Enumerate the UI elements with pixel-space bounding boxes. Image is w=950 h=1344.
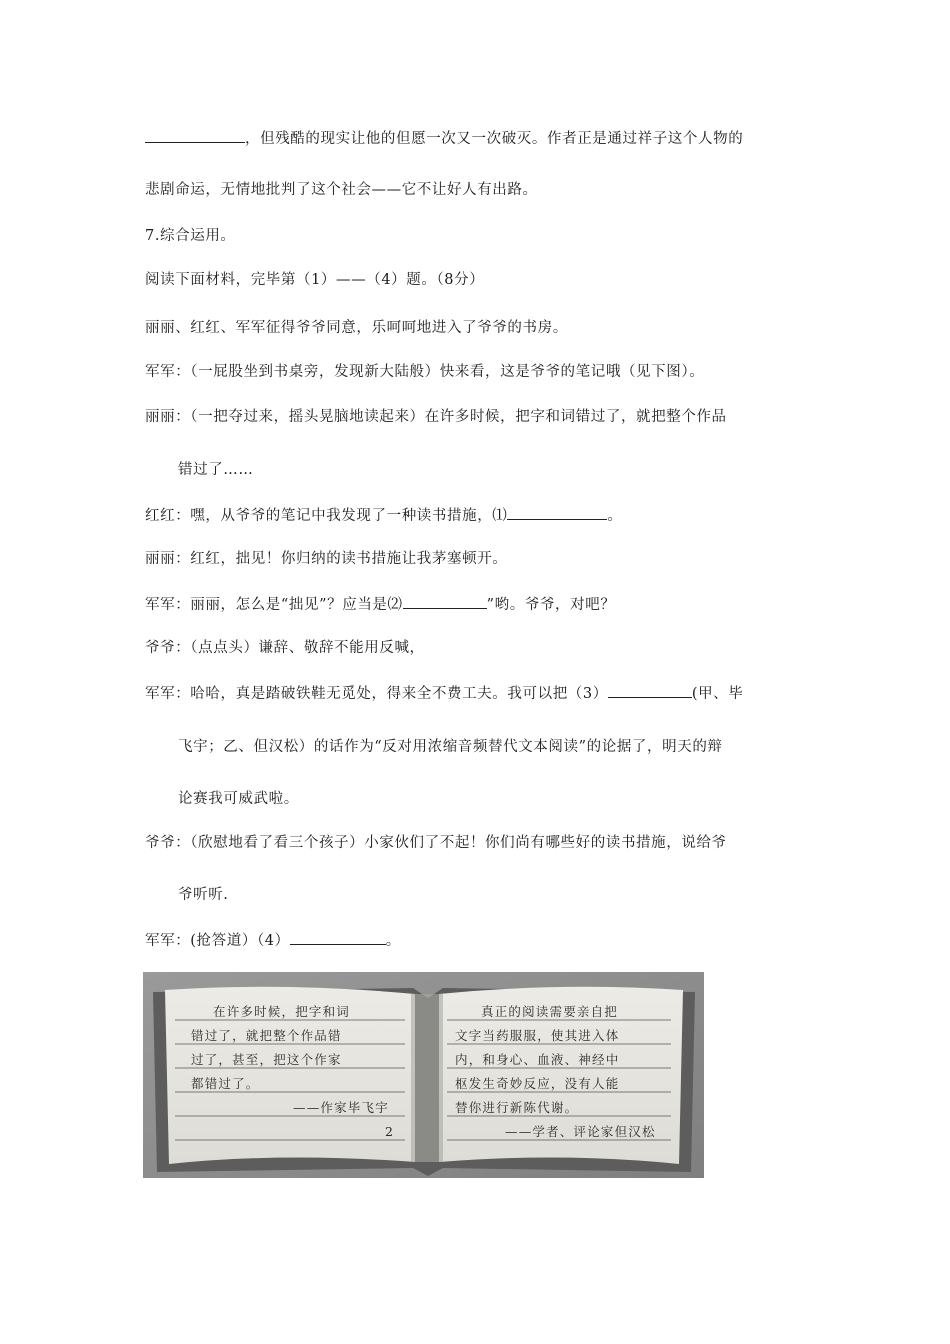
dialogue-grandpa-2-cont: 爷听听. (178, 887, 229, 903)
right-page-attribution: ——学者、评论家但汉松 (505, 1124, 656, 1139)
dialogue-grandpa-1: 爷爷：（点点头）谦辞、敬辞不能用反喊， (145, 640, 425, 656)
answer-blank-4[interactable] (290, 930, 386, 945)
left-page-attribution: ——作家毕飞宇 (293, 1100, 389, 1115)
left-page-number: 2 (385, 1124, 395, 1139)
text-span: ”哟。爷爷，对吧？ (486, 597, 616, 613)
left-page-line-4: 都错过了。 (191, 1076, 260, 1091)
right-page-line-5: 替你进行新陈代谢。 (455, 1100, 579, 1115)
dialogue-junjun-4 (145, 930, 815, 951)
dialogue-junjun-3-cont2: 论赛我可威武啦。 (178, 791, 299, 807)
dialogue-junjun-2 (145, 594, 815, 615)
right-page-line-2: 文字当药服服，使其进入体 (455, 1028, 620, 1043)
text-line-1 (145, 128, 815, 149)
right-page-line-3: 内，和身心、血液、神经中 (455, 1052, 620, 1067)
answer-blank-3[interactable] (608, 683, 692, 698)
dialogue-junjun-1: 军军：（一屁股坐到书桌旁，发现新大陆般）快来看，这是爷爷的笔记哦（见下图）。 (145, 364, 705, 380)
text-span: (甲、毕 (691, 686, 744, 702)
dialogue-junjun-3-cont: 飞宇；乙、但汉松）的话作为“反对用浓缩音频替代文本阅读”的论据了，明天的辩 (178, 739, 723, 755)
text-span: 。 (385, 933, 401, 949)
book-spine (411, 994, 443, 1162)
left-page-line-2: 错过了，就把整个作品错 (191, 1028, 342, 1043)
answer-blank[interactable] (145, 128, 245, 143)
text-span: ，但残酷的现实让他的但愿一次又一次破灭。作者正是通过祥子这个人物的 (245, 131, 744, 147)
text-span: 。 (607, 508, 623, 524)
text-span: 军军：(抢答道）（4） (145, 933, 290, 949)
dialogue-lili-1: 丽丽：（一把夺过来，摇头晃脑地读起来）在许多时候，把字和词错过了，就把整个作品 (145, 409, 727, 425)
text-span: 军军：哈哈，真是踏破铁鞋无觅处，得来全不费工夫。我可以把（3） (145, 686, 608, 702)
dialogue-grandpa-2: 爷爷：（欣慰地看了看三个孩子）小家伙们了不起！你们尚有哪些好的读书措施，说给爷 (145, 835, 727, 851)
answer-blank-2[interactable] (403, 594, 487, 609)
dialogue-honghong (145, 505, 815, 526)
instruction-line: 阅读下面材料，完毕第（1）——（4）题。（8分） (145, 272, 485, 288)
text-span: 军军：丽丽，怎么是“拙见”？应当是⑵ (145, 597, 403, 613)
dialogue-lili-2: 丽丽：红红，拙见！你归纳的读书措施让我茅塞顿开。 (145, 551, 508, 567)
left-page-line-3: 过了，甚至，把这个作家 (191, 1052, 342, 1067)
answer-blank-1[interactable] (507, 505, 607, 520)
dialogue-junjun-3 (145, 683, 815, 704)
text-line-2: 悲剧命运，无情地批判了这个社会——它不让好人有出路。 (145, 182, 538, 198)
notebook-illustration (143, 972, 704, 1178)
dialogue-lili-1-cont: 错过了…… (178, 462, 254, 478)
notebook-photo (143, 972, 704, 1178)
right-page-line-4: 枢发生奇妙反应，没有人能 (455, 1076, 620, 1091)
right-page-line-1: 真正的阅读需要亲自把 (481, 1004, 619, 1019)
section-heading: 7.综合运用。 (145, 228, 236, 244)
left-page-line-1: 在许多时候，把字和词 (213, 1004, 351, 1019)
text-line-5: 丽丽、红红、军军征得爷爷同意，乐呵呵地进入了爷爷的书房。 (145, 320, 568, 336)
text-span: 红红：嘿，从爷爷的笔记中我发现了一种读书措施，⑴ (145, 508, 508, 524)
